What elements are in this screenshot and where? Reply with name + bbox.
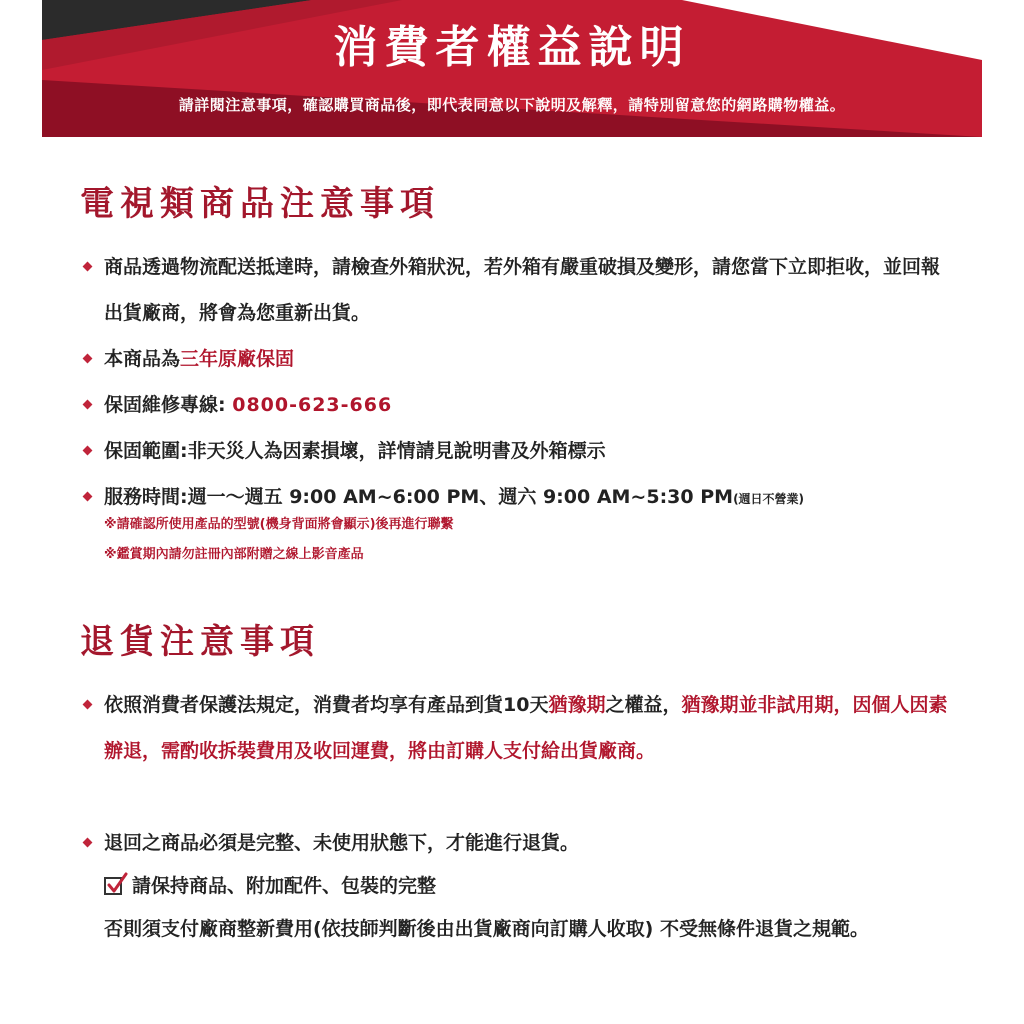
checkbox-checked-icon bbox=[104, 877, 122, 895]
tv-item-delivery-text: 商品透過物流配送抵達時，請檢查外箱狀況，若外箱有嚴重破損及變形，請您當下立即拒收，並回報出貨廠商，將會為您重新出貨。 bbox=[104, 256, 941, 324]
tv-item-warranty-highlight: 三年原廠保固 bbox=[180, 348, 295, 370]
hotline-number: 0800-623-666 bbox=[232, 394, 393, 416]
tv-section-title: 電視類商品注意事項 bbox=[80, 184, 440, 224]
refurbish-fee-text: 否則須支付廠商整新費用(依技師判斷後由出貨廠商向訂購人收取) 不受無條件退貨之規範。 bbox=[104, 918, 869, 940]
service-hours-text: 服務時間:週一～週五 9:00 AM~6:00 PM、週六 9:00 AM~5:30 PM bbox=[104, 486, 734, 508]
return-item-cooling-off bbox=[84, 682, 954, 774]
banner-subtitle: 請詳閱注意事項，確認購買商品後，即代表同意以下說明及解釋，請特別留意您的網路購物權益。 bbox=[178, 96, 846, 114]
sunday-closed-note: (週日不營業) bbox=[733, 492, 805, 506]
checkmark-icon bbox=[104, 871, 130, 897]
tv-item-warranty bbox=[84, 336, 954, 382]
cooling-off-warning: 猶豫期並非試用期，因個人因素辦退，需酌收拆裝費用及收回運費，將由訂購人支付給出貨廠商。 bbox=[104, 694, 948, 762]
registration-note: ※鑑賞期內請勿註冊內部附贈之線上影音產品 bbox=[104, 547, 364, 562]
tv-item-hotline bbox=[84, 382, 954, 428]
cooling-off-text-a: 依照消費者保護法規定，消費者均享有產品到貨10天 bbox=[104, 694, 549, 716]
return-item-condition bbox=[84, 820, 954, 866]
tv-item-delivery bbox=[84, 244, 954, 336]
cooling-off-highlight: 猶豫期 bbox=[548, 694, 606, 716]
return-condition-text: 退回之商品必須是完整、未使用狀態下，才能進行退貨。 bbox=[104, 832, 580, 854]
cooling-off-text-c: 之權益， bbox=[605, 694, 682, 716]
keep-complete-text: 請保持商品、附加配件、包裝的完整 bbox=[132, 875, 437, 897]
tv-item-warranty-prefix: 本商品為 bbox=[104, 348, 181, 370]
tv-item-hotline-label: 保固維修專線: bbox=[104, 394, 233, 416]
tv-item-coverage bbox=[84, 428, 954, 474]
header-banner bbox=[42, 0, 982, 137]
tv-item-coverage-text: 保固範圍:非天災人為因素損壞，詳情請見說明書及外箱標示 bbox=[104, 440, 606, 462]
keep-complete-line bbox=[104, 869, 436, 903]
banner-title: 消費者權益說明 bbox=[333, 22, 691, 73]
return-section-title: 退貨注意事項 bbox=[80, 622, 320, 662]
model-number-note: ※請確認所使用產品的型號(機身背面將會顯示)後再進行聯繫 bbox=[104, 517, 454, 532]
